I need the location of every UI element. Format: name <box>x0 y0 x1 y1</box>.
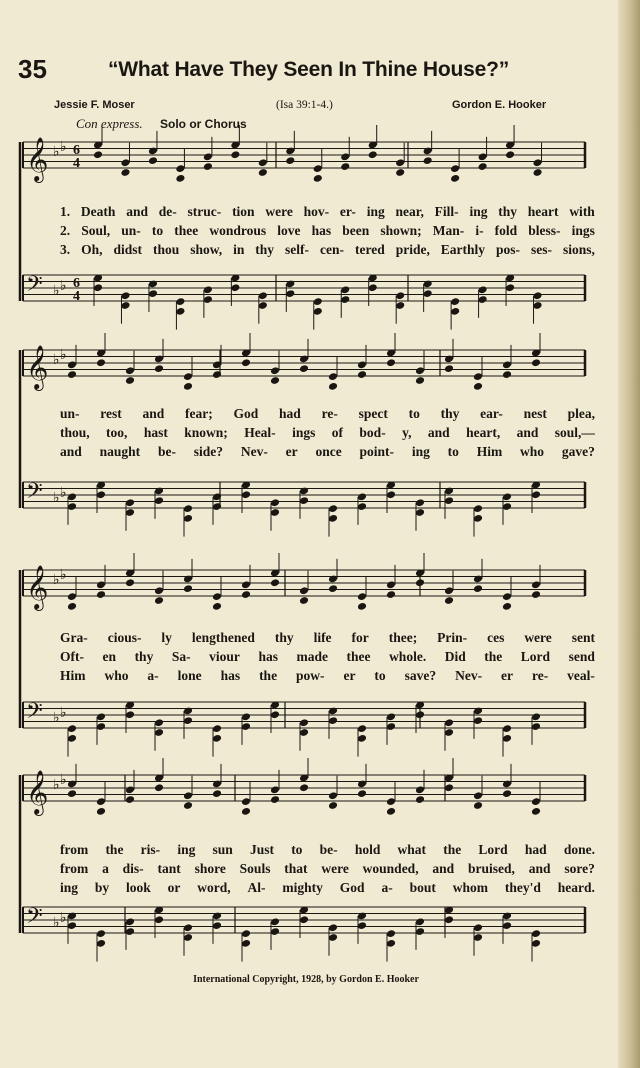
lyric-syllable: from <box>60 842 89 857</box>
lyric-syllable: show, <box>190 242 223 257</box>
note-head <box>93 150 103 159</box>
note-head <box>502 602 512 611</box>
note-head <box>96 807 106 816</box>
lyric-syllable: mighty <box>282 880 323 895</box>
note-head <box>96 358 106 367</box>
lyric-syllable: too, <box>106 425 128 440</box>
note-head <box>386 358 396 367</box>
lyric-syllable: fold <box>494 223 518 238</box>
lyric-syllable: had <box>279 406 301 421</box>
lyric-syllable: self- <box>285 242 310 257</box>
lyric-verse-3 <box>60 242 595 258</box>
lyric-syllable: by <box>94 880 110 895</box>
lyric-syllable: ing <box>60 880 79 895</box>
lyric-verse-1 <box>60 630 595 646</box>
lyric-syllable: Death <box>80 204 116 219</box>
lyric-syllable: of <box>331 425 344 440</box>
note-head <box>444 596 454 605</box>
flat-sign-icon: ♭ <box>53 915 60 931</box>
note-head <box>386 590 396 599</box>
lyric-syllable: and <box>528 861 551 876</box>
lyric-syllable: they'd <box>504 880 541 895</box>
lyric-syllable: to <box>151 223 164 238</box>
note-head <box>328 382 338 391</box>
lyric-syllable: who <box>104 668 129 683</box>
lyric-syllable: love <box>277 223 301 238</box>
lyric-syllable: ing <box>366 204 385 219</box>
lyric-syllable: look <box>126 880 151 895</box>
lyric-syllable: thou <box>152 242 180 257</box>
flat-sign-icon: ♭ <box>53 572 60 588</box>
flat-sign-icon: ♭ <box>53 777 60 793</box>
note-head <box>299 364 309 373</box>
flat-sign-icon: ♭ <box>60 705 67 721</box>
note-head <box>270 795 280 804</box>
lyric-syllable: heart <box>527 204 559 219</box>
music-system-1 <box>20 130 595 330</box>
note-head <box>241 358 251 367</box>
lyric-syllable: Al- <box>247 880 266 895</box>
note-head <box>125 578 135 587</box>
lyric-verse-3 <box>60 668 595 684</box>
lyric-syllable: sent <box>571 630 595 645</box>
lyric-syllable: er <box>343 668 356 683</box>
bass-clef-icon: 𝄢 <box>26 479 43 509</box>
note-head <box>258 168 268 177</box>
copyright-notice: International Copyright, 1928, by Gordon E. Hooker <box>193 974 419 985</box>
lyric-syllable: and <box>126 204 148 219</box>
lyric-syllable: thy <box>498 204 517 219</box>
note-head <box>154 596 164 605</box>
lyric-syllable: plea, <box>567 406 595 421</box>
lyric-syllable: Just <box>249 842 274 857</box>
lyric-syllable: sions, <box>562 242 595 257</box>
lyric-syllable: tant <box>157 861 181 876</box>
lyric-syllable: Soul, <box>81 223 111 238</box>
lyric-syllable: who <box>520 444 545 459</box>
note-head <box>532 168 542 177</box>
lyric-syllable: hast <box>143 425 168 440</box>
lyric-syllable: Lord <box>520 649 551 664</box>
flat-sign-icon: ♭ <box>53 490 60 506</box>
note-head <box>175 174 185 183</box>
lyric-syllable: bout <box>409 880 436 895</box>
lyric-syllable: were <box>265 204 293 219</box>
note-head <box>340 162 350 171</box>
lyric-syllable: thee <box>346 649 371 664</box>
lyric-syllable: Prin- <box>437 630 468 645</box>
lyric-syllable: viour <box>209 649 240 664</box>
lyric-syllable: with <box>569 204 595 219</box>
lyric-syllable: bruised, <box>468 861 515 876</box>
lyric-syllable: once <box>315 444 342 459</box>
note-head <box>450 174 460 183</box>
lyric-syllable: thy <box>255 242 275 257</box>
lyric-syllable: spect <box>358 406 388 421</box>
lyric-verse-3 <box>60 880 595 896</box>
lyric-syllable: or <box>167 880 181 895</box>
note-head <box>444 364 454 373</box>
lyric-syllable: ing <box>469 204 488 219</box>
lyric-syllable: Souls <box>239 861 271 876</box>
flat-sign-icon: ♭ <box>53 352 60 368</box>
lyric-syllable: ris- <box>140 842 161 857</box>
note-head <box>328 801 338 810</box>
lyric-syllable: what <box>397 842 427 857</box>
note-head <box>230 150 240 159</box>
lyric-syllable: to <box>374 668 386 683</box>
note-head <box>299 783 309 792</box>
lyric-syllable: re- <box>531 668 549 683</box>
lyric-syllable: Sa- <box>171 649 191 664</box>
note-head <box>96 590 106 599</box>
scripture-reference: (Isa 39:1-4.) <box>276 99 333 111</box>
composer-credit: Gordon E. Hooker <box>452 99 547 111</box>
lyric-syllable: ses- <box>531 242 553 257</box>
lyric-verse-2 <box>60 861 595 877</box>
lyric-syllable: fear; <box>185 406 213 421</box>
flat-sign-icon: ♭ <box>60 347 67 363</box>
treble-clef-icon: 𝄞 <box>26 770 49 814</box>
lyric-syllable: near, <box>395 204 424 219</box>
lyric-syllable: heart, <box>466 425 501 440</box>
lyric-syllable: has <box>220 668 241 683</box>
page-binding-edge <box>618 0 640 1068</box>
lyric-syllable: the <box>443 842 462 857</box>
lyric-syllable: has <box>311 223 332 238</box>
lyric-syllable: were <box>321 861 349 876</box>
lyric-syllable: dis- <box>122 861 144 876</box>
note-head <box>148 156 158 165</box>
voicing-marking: Solo or Chorus <box>160 117 247 131</box>
lyric-syllable: shore <box>194 861 226 876</box>
lyric-syllable: 3. <box>60 242 71 257</box>
flat-sign-icon: ♭ <box>53 283 60 299</box>
note-head <box>183 801 193 810</box>
lyric-syllable: lengthened <box>191 630 255 645</box>
lyric-syllable: known; <box>184 425 228 440</box>
lyric-syllable: to <box>447 444 459 459</box>
music-system-3 <box>20 565 595 770</box>
lyric-syllable: from <box>60 861 89 876</box>
lyric-syllable: save? <box>404 668 437 683</box>
lyric-syllable: pride, <box>395 242 430 257</box>
flat-sign-icon: ♭ <box>60 910 67 926</box>
lyric-syllable: had <box>524 842 547 857</box>
lyric-verse-2 <box>60 649 595 665</box>
time-signature-digit: 6 <box>73 276 80 291</box>
lyric-syllable: didst <box>113 242 142 257</box>
note-head <box>154 783 164 792</box>
lyric-syllable: made <box>296 649 328 664</box>
lyric-syllable: and <box>516 425 539 440</box>
treble-clef-icon: 𝄞 <box>26 345 49 389</box>
treble-clef-icon: 𝄞 <box>26 137 49 181</box>
note-head <box>67 370 77 379</box>
lyric-syllable: a <box>102 861 109 876</box>
lyric-syllable: a- <box>147 668 159 683</box>
lyric-syllable: ings <box>292 425 316 440</box>
lyric-syllable: un- <box>121 223 141 238</box>
lyric-syllable: thy <box>440 406 460 421</box>
lyric-syllable: naught <box>99 444 141 459</box>
bass-clef-icon: 𝄢 <box>26 699 43 729</box>
lyric-syllable: Did <box>444 649 466 664</box>
lyric-syllable: Oft- <box>60 649 84 664</box>
flat-sign-icon: ♭ <box>60 485 67 501</box>
note-head <box>328 584 338 593</box>
music-system-2 <box>20 345 595 550</box>
flat-sign-icon: ♭ <box>60 567 67 583</box>
lyric-syllable: heard. <box>557 880 595 895</box>
lyric-syllable: send <box>568 649 595 664</box>
lyric-syllable: ings <box>571 223 595 238</box>
lyric-syllable: for <box>351 630 369 645</box>
note-head <box>154 364 164 373</box>
note-head <box>67 602 77 611</box>
music-system-4 <box>20 770 595 975</box>
lyric-syllable: lone <box>177 668 202 683</box>
lyric-verse-2 <box>60 425 595 441</box>
lyric-syllable: God <box>233 406 259 421</box>
note-head <box>313 174 323 183</box>
lyric-syllable: bless- <box>528 223 561 238</box>
note-head <box>183 584 193 593</box>
flat-sign-icon: ♭ <box>53 710 60 726</box>
note-head <box>423 156 433 165</box>
lyric-syllable: life <box>313 630 332 645</box>
note-head <box>212 602 222 611</box>
lyric-syllable: whole. <box>389 649 427 664</box>
lyric-syllable: nest <box>523 406 547 421</box>
lyric-syllable: Man- <box>432 223 465 238</box>
lyric-verse-1 <box>60 406 595 422</box>
note-head <box>357 602 367 611</box>
lyric-verse-1 <box>60 204 595 220</box>
lyric-syllable: Lord <box>478 842 508 857</box>
lyric-syllable: the <box>259 668 278 683</box>
note-head <box>299 596 309 605</box>
note-head <box>502 370 512 379</box>
lyric-syllable: thee; <box>388 630 418 645</box>
note-head <box>125 376 135 385</box>
note-head <box>415 578 425 587</box>
lyric-syllable: the <box>105 842 124 857</box>
lyric-syllable: God <box>339 880 365 895</box>
lyric-syllable: ear- <box>480 406 503 421</box>
lyric-syllable: shown; <box>380 223 422 238</box>
lyric-syllable: rest <box>100 406 122 421</box>
lyric-syllable: Fill- <box>434 204 459 219</box>
lyric-syllable: word, <box>197 880 231 895</box>
note-head <box>357 370 367 379</box>
lyric-syllable: pos- <box>496 242 521 257</box>
note-head <box>415 376 425 385</box>
lyric-syllable: a- <box>381 880 393 895</box>
time-signature-digit: 4 <box>73 289 80 304</box>
note-head <box>67 789 77 798</box>
lyric-syllable: has <box>258 649 278 664</box>
note-head <box>395 168 405 177</box>
note-head <box>270 578 280 587</box>
lyric-syllable: y, <box>402 425 412 440</box>
lyric-syllable: bod- <box>359 425 386 440</box>
lyric-verse-3 <box>60 444 595 460</box>
lyric-syllable: sun <box>212 842 233 857</box>
lyric-syllable: and <box>427 425 450 440</box>
note-head <box>478 162 488 171</box>
lyric-verse-2 <box>60 223 595 239</box>
flat-sign-icon: ♭ <box>60 278 67 294</box>
lyric-syllable: were <box>524 630 552 645</box>
lyric-syllable: 2. <box>60 223 71 238</box>
note-head <box>531 358 541 367</box>
lyric-syllable: the <box>484 649 503 664</box>
lyric-syllable: ing <box>177 842 196 857</box>
lyric-syllable: wounded, <box>362 861 419 876</box>
lyric-syllable: hold <box>354 842 381 857</box>
flat-sign-icon: ♭ <box>60 139 67 155</box>
time-signature-digit: 4 <box>73 156 80 171</box>
note-head <box>125 795 135 804</box>
lyric-syllable: and <box>432 861 455 876</box>
lyric-syllable: veal- <box>567 668 595 683</box>
lyric-syllable: ing <box>411 444 430 459</box>
note-head <box>212 789 222 798</box>
hymn-title: “What Have They Seen In Thine House?” <box>108 58 510 81</box>
note-head <box>120 168 130 177</box>
lyric-syllable: Oh, <box>81 242 103 257</box>
lyric-verse-1 <box>60 842 595 858</box>
flat-sign-icon: ♭ <box>60 772 67 788</box>
note-head <box>241 590 251 599</box>
flat-sign-icon: ♭ <box>53 144 60 160</box>
lyric-syllable: to <box>291 842 303 857</box>
note-head <box>183 382 193 391</box>
lyric-syllable: wondrous <box>209 223 267 238</box>
note-head <box>473 584 483 593</box>
lyric-syllable: un- <box>60 406 80 421</box>
lyric-syllable: tered <box>354 242 385 257</box>
lyric-syllable: side? <box>193 444 224 459</box>
note-head <box>502 789 512 798</box>
lyric-syllable: re- <box>321 406 338 421</box>
lyric-syllable: be- <box>157 444 176 459</box>
lyric-syllable: Nev- <box>240 444 268 459</box>
lyric-syllable: er <box>285 444 298 459</box>
lyric-syllable: done. <box>563 842 595 857</box>
lyric-syllable: thee <box>174 223 199 238</box>
lyric-syllable: pow- <box>296 668 325 683</box>
tempo-marking: Con express. <box>76 116 143 131</box>
time-signature-digit: 6 <box>73 143 80 158</box>
note-head <box>270 376 280 385</box>
bass-clef-icon: 𝄢 <box>26 904 43 934</box>
lyric-syllable: Nev- <box>455 668 483 683</box>
lyric-syllable: en <box>102 649 117 664</box>
lyric-syllable: sore? <box>564 861 595 876</box>
lyric-syllable: thy <box>134 649 154 664</box>
note-head <box>203 162 213 171</box>
note-head <box>505 150 515 159</box>
note-head <box>531 590 541 599</box>
lyric-syllable: to <box>408 406 420 421</box>
note-head <box>531 807 541 816</box>
lyric-syllable: Earthly <box>440 242 486 257</box>
lyric-syllable: soul,— <box>554 425 595 440</box>
lyric-syllable: Him <box>476 444 503 459</box>
note-head <box>415 795 425 804</box>
lyric-syllable: and <box>142 406 165 421</box>
note-head <box>473 382 483 391</box>
lyric-syllable: gave? <box>561 444 595 459</box>
note-head <box>386 807 396 816</box>
lyric-syllable: hov- <box>303 204 330 219</box>
lyric-syllable: cen- <box>320 242 344 257</box>
lyric-syllable: be- <box>319 842 338 857</box>
lyric-syllable: cious- <box>107 630 142 645</box>
lyric-syllable: thy <box>274 630 294 645</box>
hymn-number: 35 <box>18 54 47 84</box>
lyric-syllable: Heal- <box>244 425 276 440</box>
treble-clef-icon: 𝄞 <box>26 565 49 609</box>
note-head <box>241 807 251 816</box>
lyric-syllable: Him <box>60 668 86 683</box>
lyric-syllable: that <box>284 861 308 876</box>
note-head <box>368 150 378 159</box>
lyric-syllable: been <box>342 223 370 238</box>
note-head <box>357 789 367 798</box>
lyric-syllable: struc- <box>187 204 222 219</box>
lyricist-credit: Jessie F. Moser <box>54 99 135 111</box>
note-head <box>285 156 295 165</box>
lyric-syllable: ces <box>487 630 505 645</box>
lyric-syllable: er <box>501 668 514 683</box>
lyric-syllable: and <box>60 444 82 459</box>
note-head <box>473 801 483 810</box>
lyric-syllable: er- <box>339 204 356 219</box>
lyric-syllable: thou, <box>60 425 90 440</box>
lyric-syllable: Gra- <box>60 630 88 645</box>
lyric-syllable: point- <box>359 444 395 459</box>
lyric-syllable: in <box>233 242 245 257</box>
lyric-syllable: ly <box>161 630 172 645</box>
lyric-syllable: 1. <box>60 204 71 219</box>
lyric-syllable: i- <box>475 223 484 238</box>
bass-clef-icon: 𝄢 <box>26 272 43 302</box>
lyric-syllable: whom <box>452 880 488 895</box>
lyric-syllable: de- <box>158 204 177 219</box>
lyric-syllable: tion <box>232 204 255 219</box>
